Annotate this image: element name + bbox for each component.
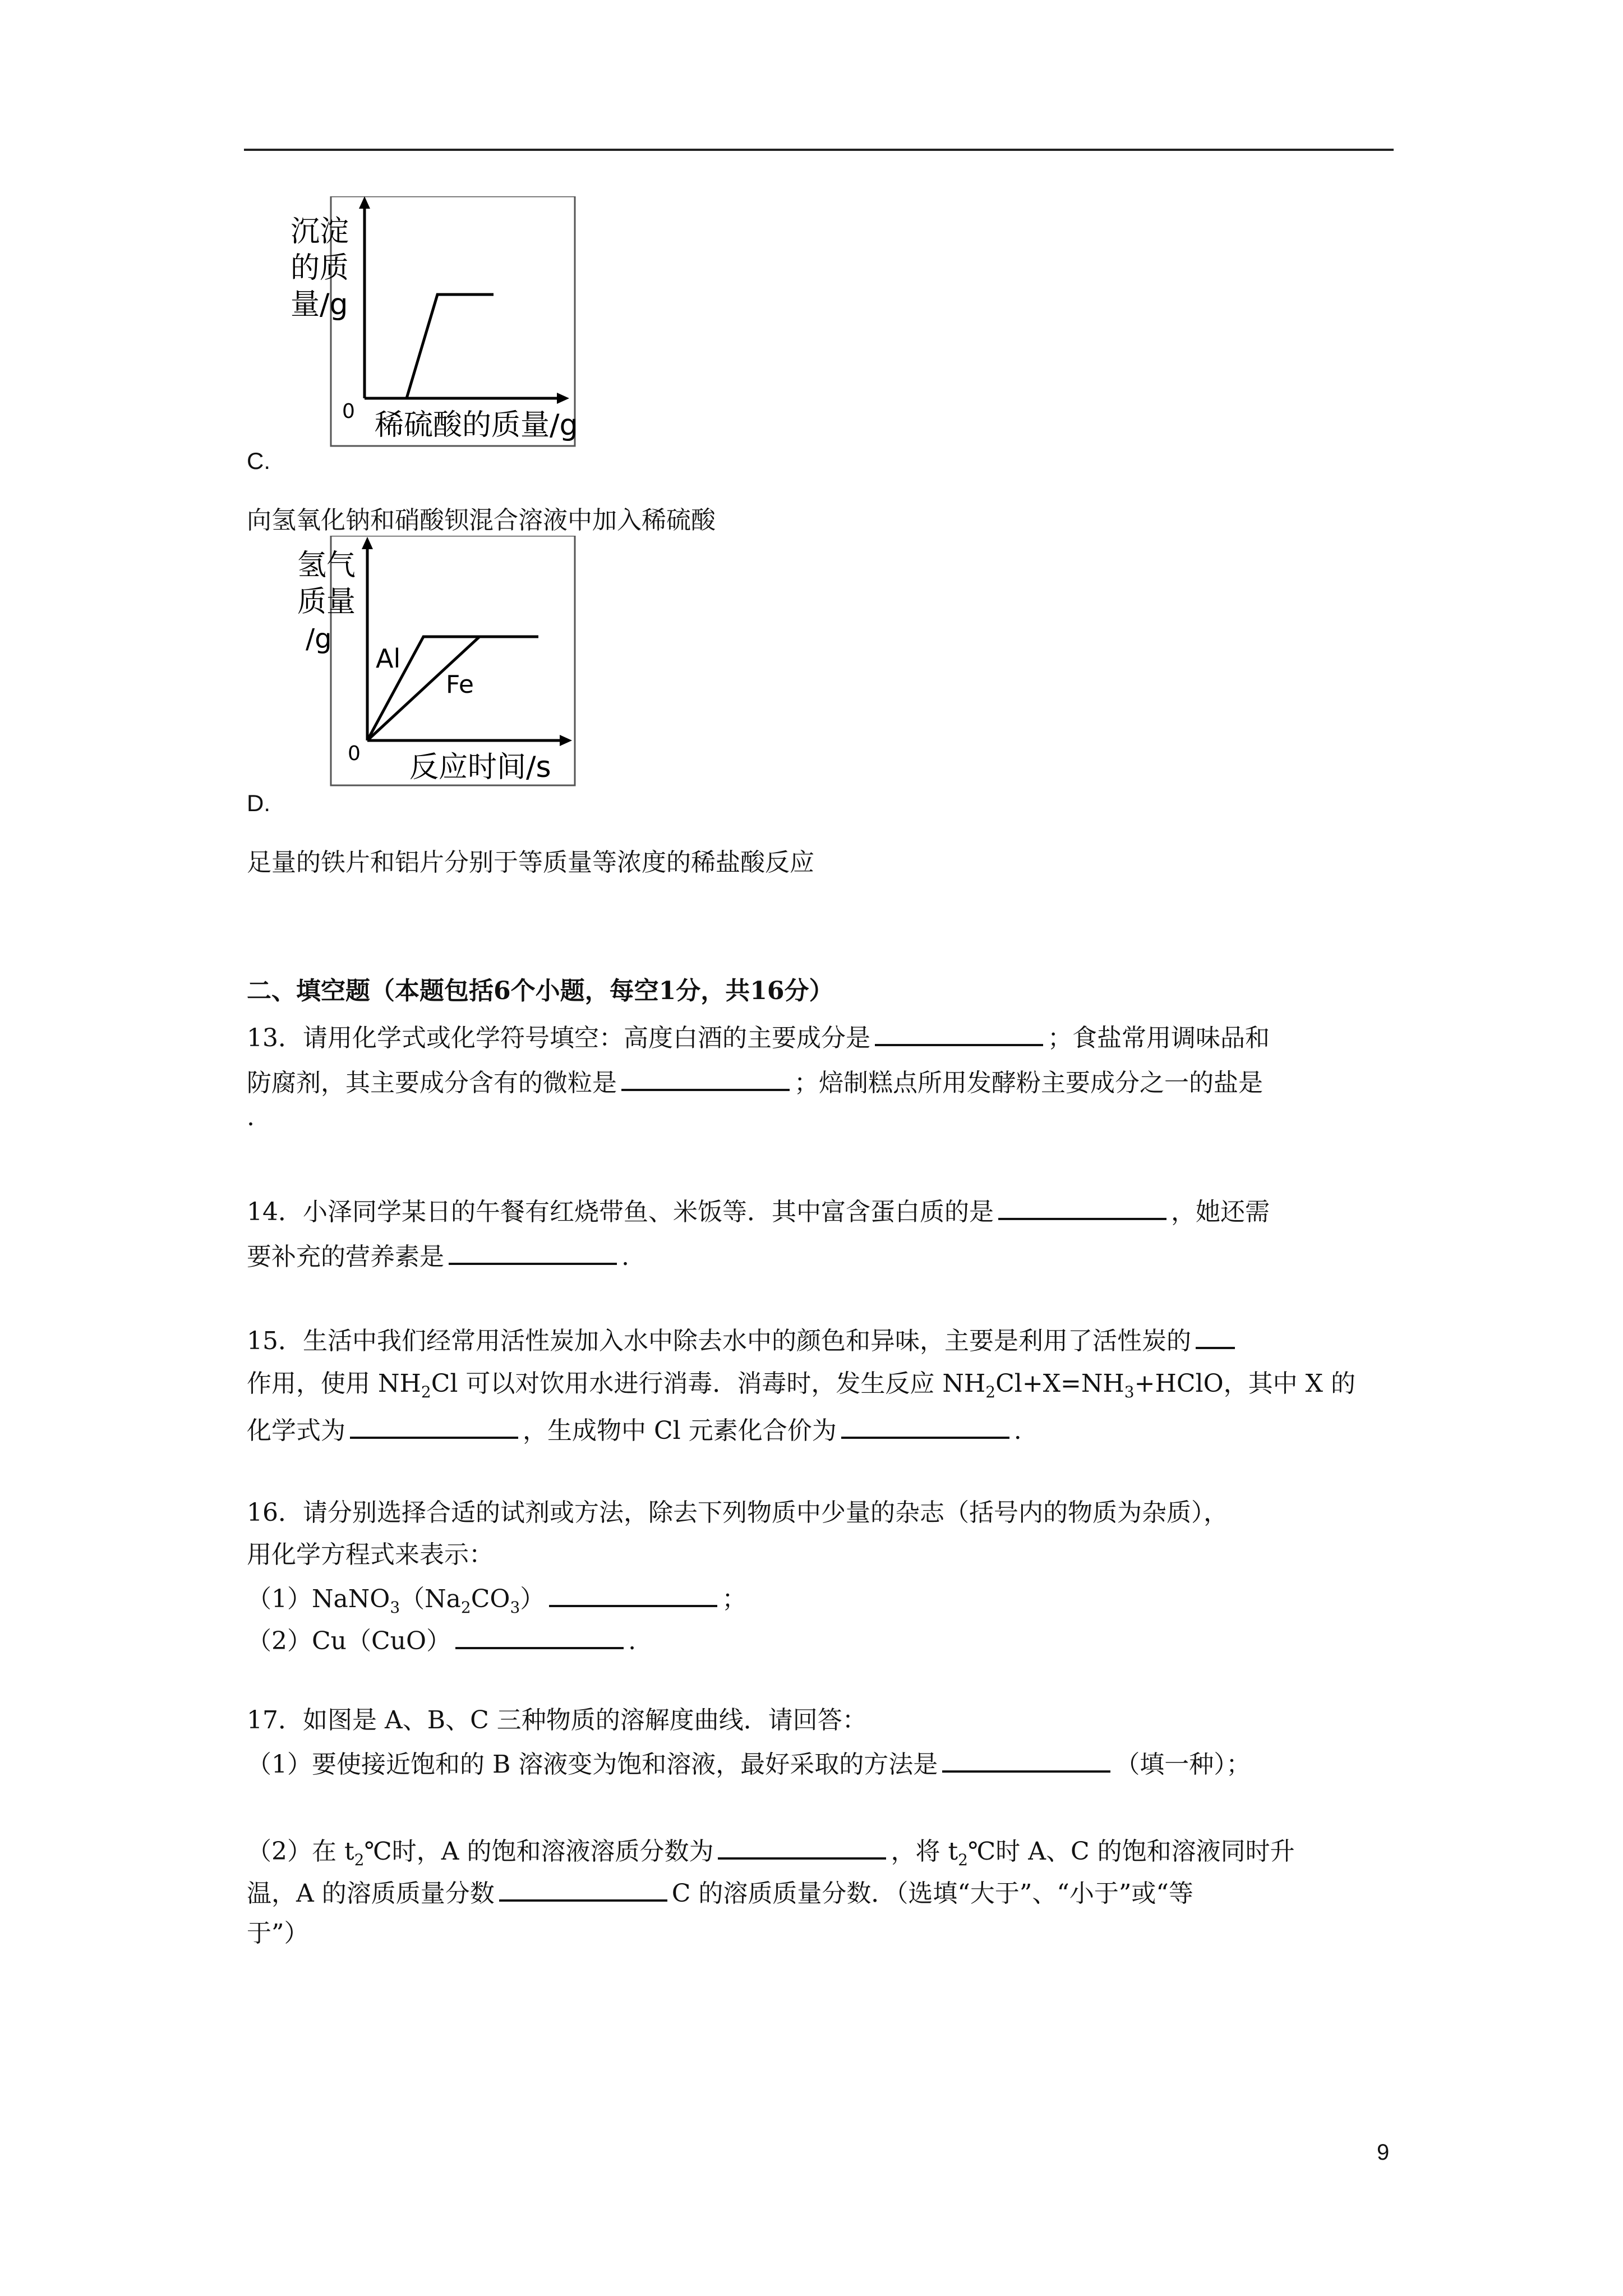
option-c-label: C. <box>247 448 270 474</box>
q14-text-2b: . <box>621 1243 629 1271</box>
graph-d-ylabel-2: 质量 <box>297 585 356 619</box>
q17-text-2b: （填一种）； <box>1115 1750 1251 1779</box>
q13-blank-2[interactable] <box>621 1064 790 1091</box>
q14-blank-2[interactable] <box>449 1238 617 1265</box>
graph-c-ylabel-1: 沉淀 <box>291 215 349 249</box>
graph-d-series-fe: Fe <box>446 670 474 699</box>
q16-text-3g: ） <box>520 1585 545 1613</box>
q17-line-4 <box>247 1875 1193 1911</box>
q17-blank-2[interactable] <box>718 1833 886 1860</box>
q15-blank-1[interactable] <box>1196 1322 1235 1349</box>
q15-text-1: 15．生活中我们经常用活性炭加入水中除去水中的颜色和异味，主要是利用了活性炭的 <box>247 1327 1191 1355</box>
q15-text-2c: Cl 可以对饮用水进行消毒．消毒时，发生反应 NH <box>431 1369 986 1398</box>
q15-text-2e: Cl+X=NH <box>995 1369 1124 1398</box>
q17-line-1: 17．如图是 A、B、C 三种物质的溶解度曲线．请回答： <box>247 1706 867 1734</box>
section-title: 二、填空题（本题包括6个小题，每空1分，共16分） <box>247 977 834 1005</box>
q17-text-3a: （2）在 t <box>247 1837 354 1866</box>
q17-sub-1: 2 <box>354 1850 365 1869</box>
graph-c-ylabel-2: 的质 <box>291 251 349 285</box>
q15-text-2a: 作用，使用 NH <box>247 1369 421 1398</box>
q13-text-2b: ；焙制糕点所用发酵粉主要成分之一的盐是 <box>794 1069 1263 1097</box>
graph-c-xlabel: 稀硫酸的质量/g <box>375 408 578 442</box>
graph-c-ylabel-3: 量/g <box>291 288 348 321</box>
q16-text-4b: . <box>628 1627 637 1655</box>
q13-text-2a: 防腐剂，其主要成分含有的微粒是 <box>247 1069 617 1097</box>
q17-text-4a: 温，A 的溶质质量分数 <box>247 1879 495 1908</box>
q16-text-4a: （2）Cu（CuO） <box>247 1627 451 1655</box>
q16-line-4 <box>247 1622 636 1658</box>
q14-blank-1[interactable] <box>998 1193 1166 1220</box>
graph-d-origin: 0 <box>348 742 361 765</box>
graph-d-series-al: Al <box>376 643 401 674</box>
q17-sub-2: 2 <box>958 1850 968 1869</box>
q17-text-2a: （1）要使接近饱和的 B 溶液变为饱和溶液，最好采取的方法是 <box>247 1750 938 1779</box>
q15-text-3b: ，生成物中 Cl 元素化合价为 <box>523 1416 837 1445</box>
q15-line-2 <box>247 1367 1355 1409</box>
graph-d <box>286 536 578 791</box>
q15-sub-1: 2 <box>421 1382 431 1401</box>
graph-c-origin: 0 <box>342 400 355 423</box>
q17-blank-3[interactable] <box>499 1875 667 1902</box>
q16-line-3 <box>247 1580 746 1625</box>
q16-line-2: 用化学方程式来表示： <box>247 1540 494 1569</box>
q17-text-3c: ℃时，A 的饱和溶液溶质分数为 <box>364 1837 714 1866</box>
page-number: 9 <box>1377 2140 1390 2165</box>
q16-line-1: 16．请分别选择合适的试剂或方法，除去下列物质中少量的杂志（括号内的物质为杂质）， <box>247 1498 1228 1527</box>
q17-line-5: 于”） <box>247 1919 309 1948</box>
q14-text-2a: 要补充的营养素是 <box>247 1243 444 1271</box>
q15-text-2g: +HClO，其中 X 的 <box>1134 1369 1355 1398</box>
option-d-label: D. <box>247 790 270 816</box>
q15-sub-3: 3 <box>1124 1382 1135 1401</box>
q16-text-3c: （Na <box>400 1585 461 1613</box>
q15-text-3c: . <box>1013 1416 1022 1445</box>
graph-c <box>286 196 578 452</box>
header-rule <box>244 149 1394 151</box>
q15-blank-2[interactable] <box>350 1412 518 1439</box>
q17-line-2 <box>247 1746 1251 1782</box>
q13-line-3: . <box>247 1103 255 1131</box>
q16-blank-1[interactable] <box>549 1580 717 1607</box>
q13-text-1a: 13．请用化学式或化学符号填空：高度白酒的主要成分是 <box>247 1024 870 1052</box>
q15-sub-2: 2 <box>985 1382 996 1401</box>
q16-sub-1: 3 <box>390 1598 400 1617</box>
q16-text-3e: CO <box>471 1585 510 1613</box>
q16-blank-2[interactable] <box>455 1622 624 1649</box>
graph-d-ylabel-1: 氢气 <box>297 549 356 582</box>
option-d-text: 足量的铁片和铝片分别于等质量等浓度的稀盐酸反应 <box>247 848 814 877</box>
q15-blank-3[interactable] <box>841 1412 1009 1439</box>
q13-blank-1[interactable] <box>875 1019 1043 1046</box>
q17-blank-1[interactable] <box>942 1746 1110 1773</box>
q14-line-1 <box>247 1193 1270 1229</box>
q17-text-4b: C 的溶质质量分数．（选填“大于”、“小于”或“等 <box>671 1879 1193 1908</box>
q17-text-3f: ℃时 A、C 的饱和溶液同时升 <box>967 1837 1295 1866</box>
graph-d-ylabel-3: /g <box>306 623 332 655</box>
graph-d-xlabel: 反应时间/s <box>409 751 551 784</box>
option-c-text: 向氢氧化钠和硝酸钡混合溶液中加入稀硫酸 <box>247 506 716 535</box>
q13-text-1b: ；食盐常用调味品和 <box>1048 1024 1270 1052</box>
q15-line-1 <box>247 1322 1239 1358</box>
q16-sub-2: 2 <box>460 1598 471 1617</box>
q17-line-3 <box>247 1833 1295 1877</box>
q16-text-3a: （1）NaNO <box>247 1585 390 1613</box>
q15-line-3 <box>247 1412 1022 1448</box>
q13-line-1 <box>247 1019 1270 1055</box>
q17-text-3d: ，将 t <box>891 1837 958 1866</box>
q14-line-2 <box>247 1238 629 1274</box>
q14-text-1a: 14．小泽同学某日的午餐有红烧带鱼、米饭等．其中富含蛋白质的是 <box>247 1198 994 1226</box>
q15-text-3a: 化学式为 <box>247 1416 345 1445</box>
q16-sub-3: 3 <box>510 1598 520 1617</box>
q13-line-2 <box>247 1064 1263 1100</box>
q16-text-3h: ； <box>722 1585 747 1613</box>
q14-text-1b: ，她还需 <box>1171 1198 1270 1226</box>
